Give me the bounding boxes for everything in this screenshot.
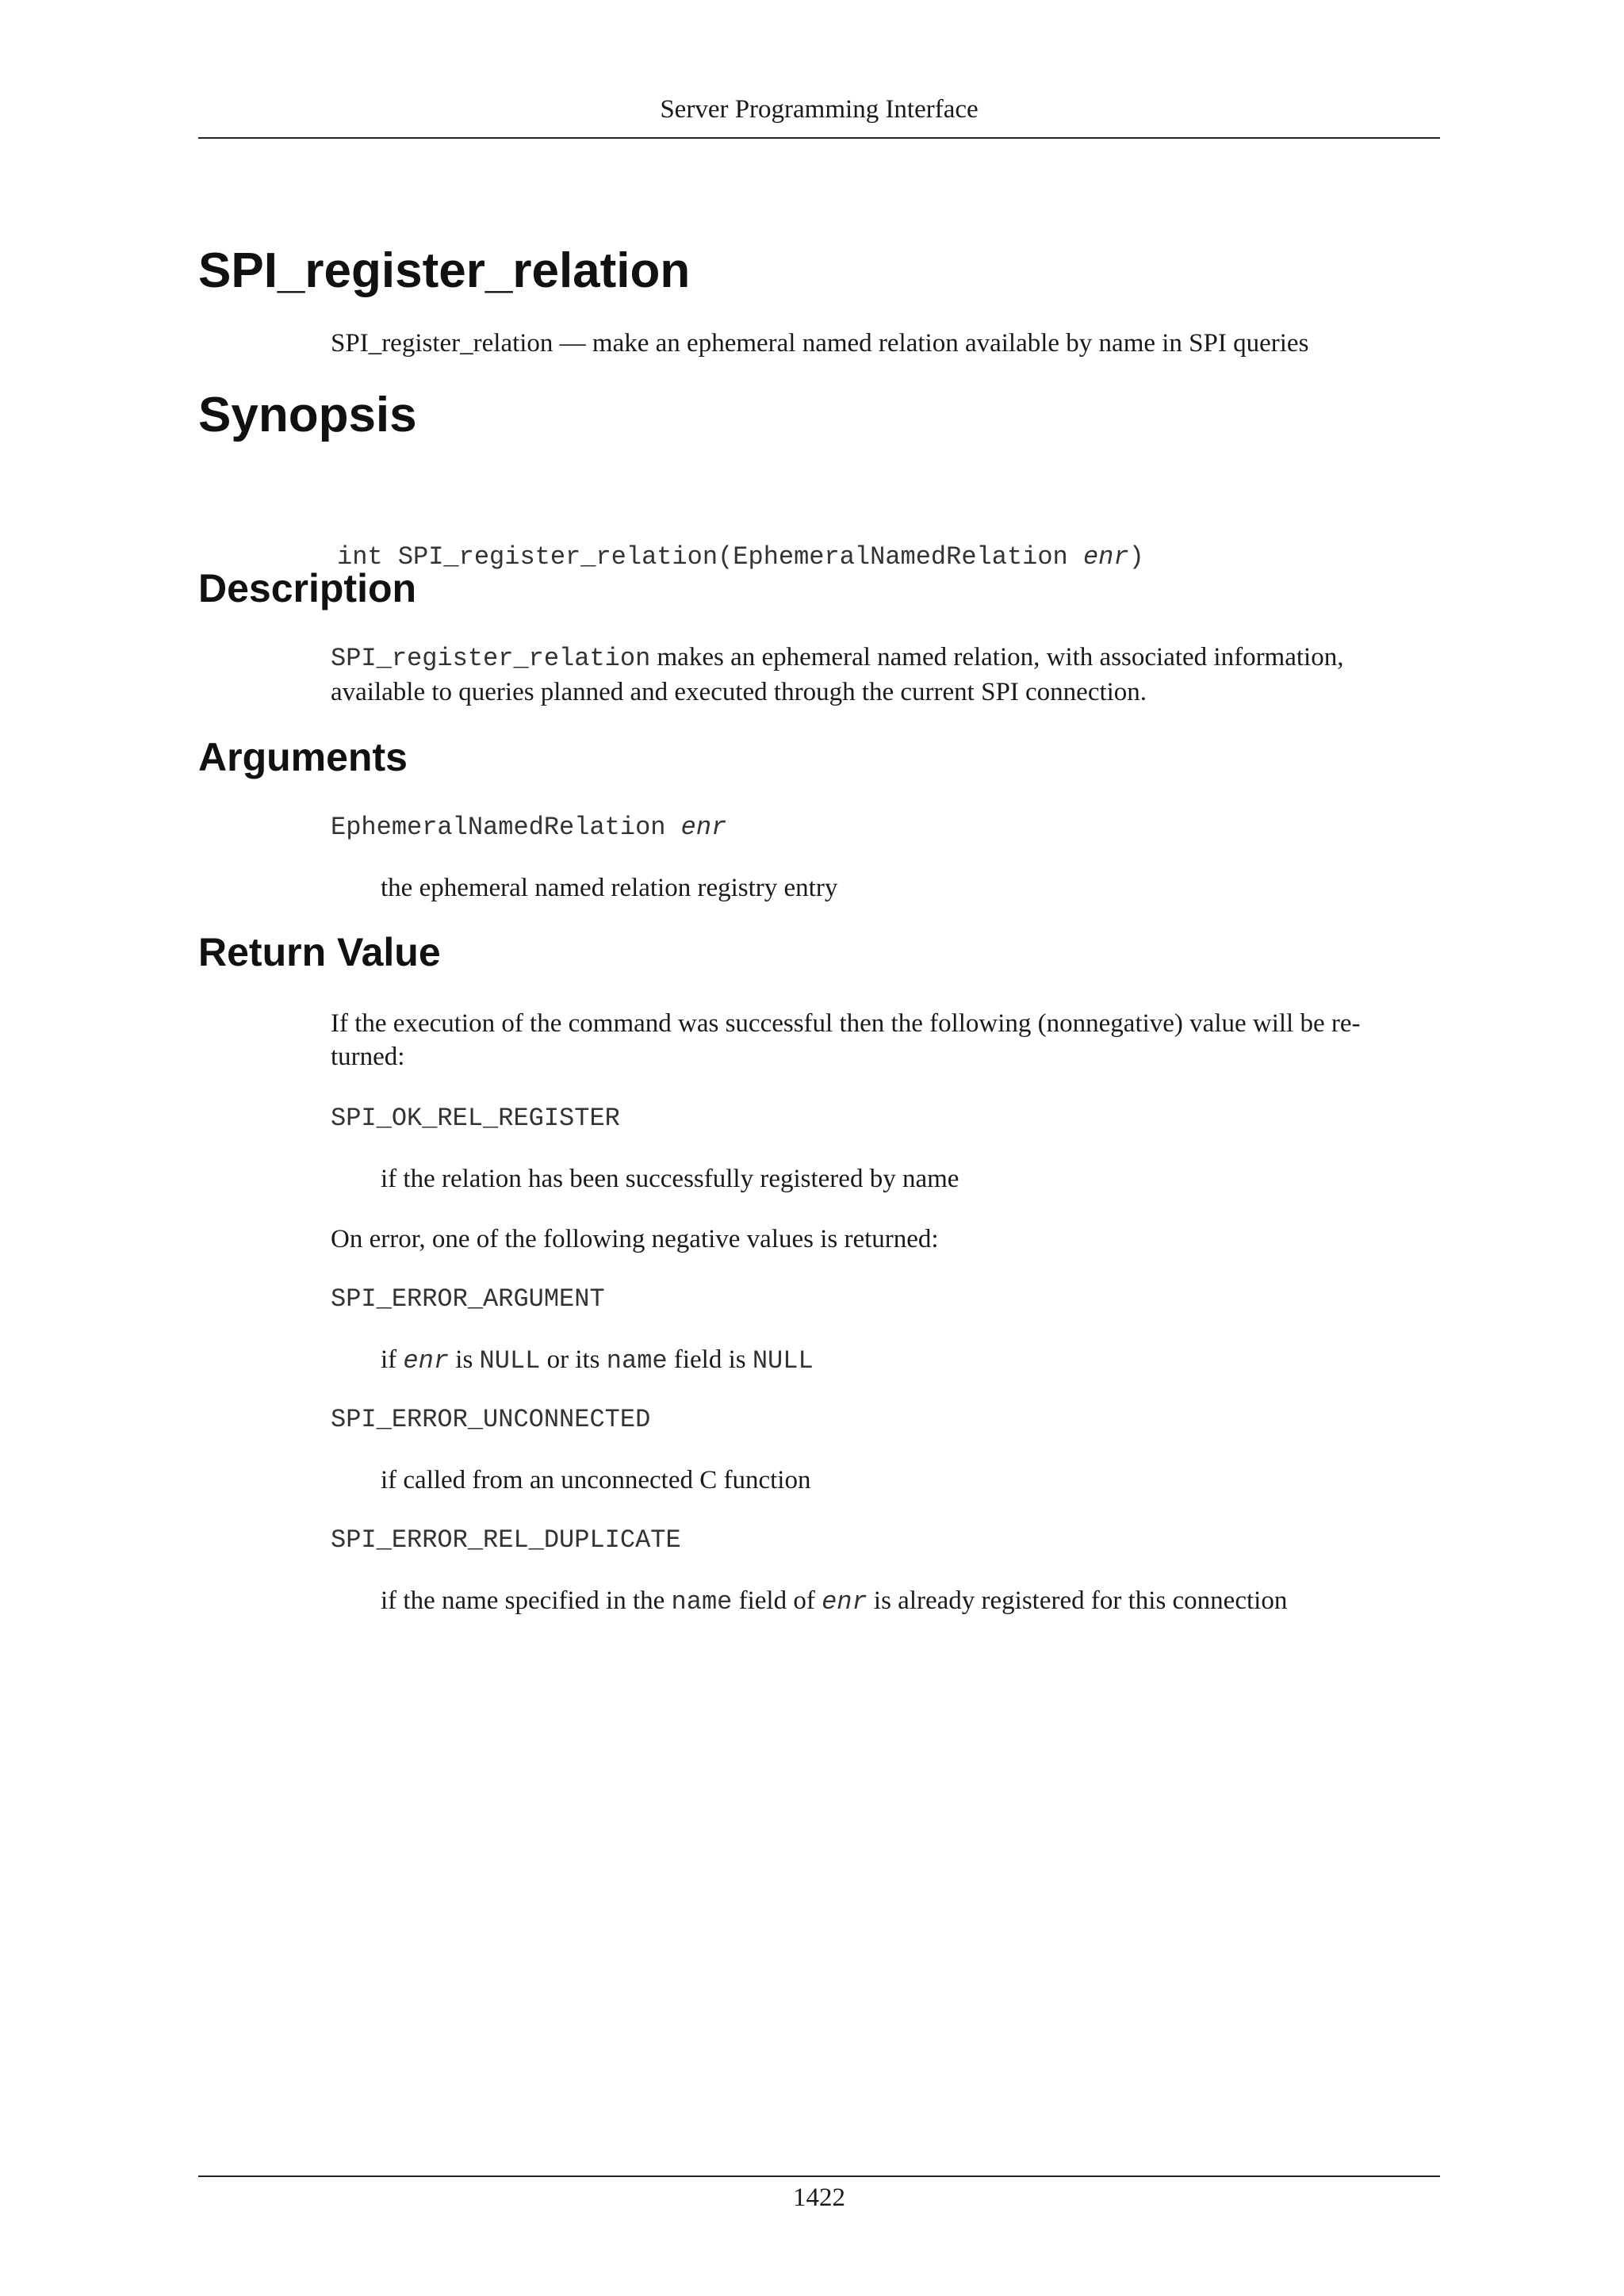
function-signature <box>331 507 1144 577</box>
signature-param-name: enr <box>1082 542 1129 572</box>
error-code-rel-duplicate: SPI_ERROR_REL_DUPLICATE <box>331 1525 681 1555</box>
arguments-heading: Arguments <box>198 735 408 779</box>
error-code-argument: SPI_ERROR_ARGUMENT <box>331 1284 605 1314</box>
page-title: SPI_register_relation <box>198 243 691 298</box>
ok-description: if the relation has been successfully registered by name <box>381 1165 959 1193</box>
signature-close-paren: ) <box>1128 542 1144 572</box>
page-number: 1422 <box>793 2183 845 2212</box>
ok-code: SPI_OK_REL_REGISTER <box>331 1104 620 1133</box>
signature-open-paren: ( <box>718 542 733 572</box>
signature-param-type: EphemeralNamedRelation <box>733 542 1068 572</box>
error-desc-argument: if enr is NULL or its name field is NULL <box>381 1345 814 1376</box>
running-header: Server Programming Interface <box>660 95 979 124</box>
return-value-heading: Return Value <box>198 930 441 974</box>
footer-rule <box>198 2175 1440 2177</box>
argument-type: EphemeralNamedRelation <box>331 813 666 842</box>
description-paragraph <box>331 641 1441 709</box>
argument-name: enr <box>680 813 727 842</box>
argument-term <box>331 811 726 848</box>
description-heading: Description <box>198 566 417 610</box>
signature-return-type: int <box>337 542 383 572</box>
header-rule <box>198 137 1440 139</box>
signature-function-name: SPI_register_relation <box>397 542 718 572</box>
argument-description: the ephemeral named relation registry entry <box>381 874 838 902</box>
return-intro-line-1: If the execution of the command was successful then the following (nonnegative) value will be re- <box>331 1009 1361 1038</box>
description-line-2: available to queries planned and executed through the current SPI connection. <box>331 678 1147 706</box>
synopsis-heading: Synopsis <box>198 388 417 442</box>
refpurpose: SPI_register_relation — make an ephemeral named relation available by name in SPI queries <box>331 329 1309 358</box>
return-value-intro <box>331 1007 1441 1073</box>
error-desc-unconnected: if called from an unconnected C function <box>381 1466 811 1494</box>
description-function-ref: SPI_register_relation <box>331 644 651 673</box>
error-desc-rel-duplicate: if the name specified in the name field of enr is already registered for this connection <box>381 1586 1288 1617</box>
return-intro-line-2: turned: <box>331 1043 405 1071</box>
error-intro: On error, one of the following negative values is returned: <box>331 1225 939 1253</box>
error-code-unconnected: SPI_ERROR_UNCONNECTED <box>331 1405 651 1434</box>
description-line-1: SPI_register_relation makes an ephemeral named relation, with associated information, <box>331 643 1344 673</box>
